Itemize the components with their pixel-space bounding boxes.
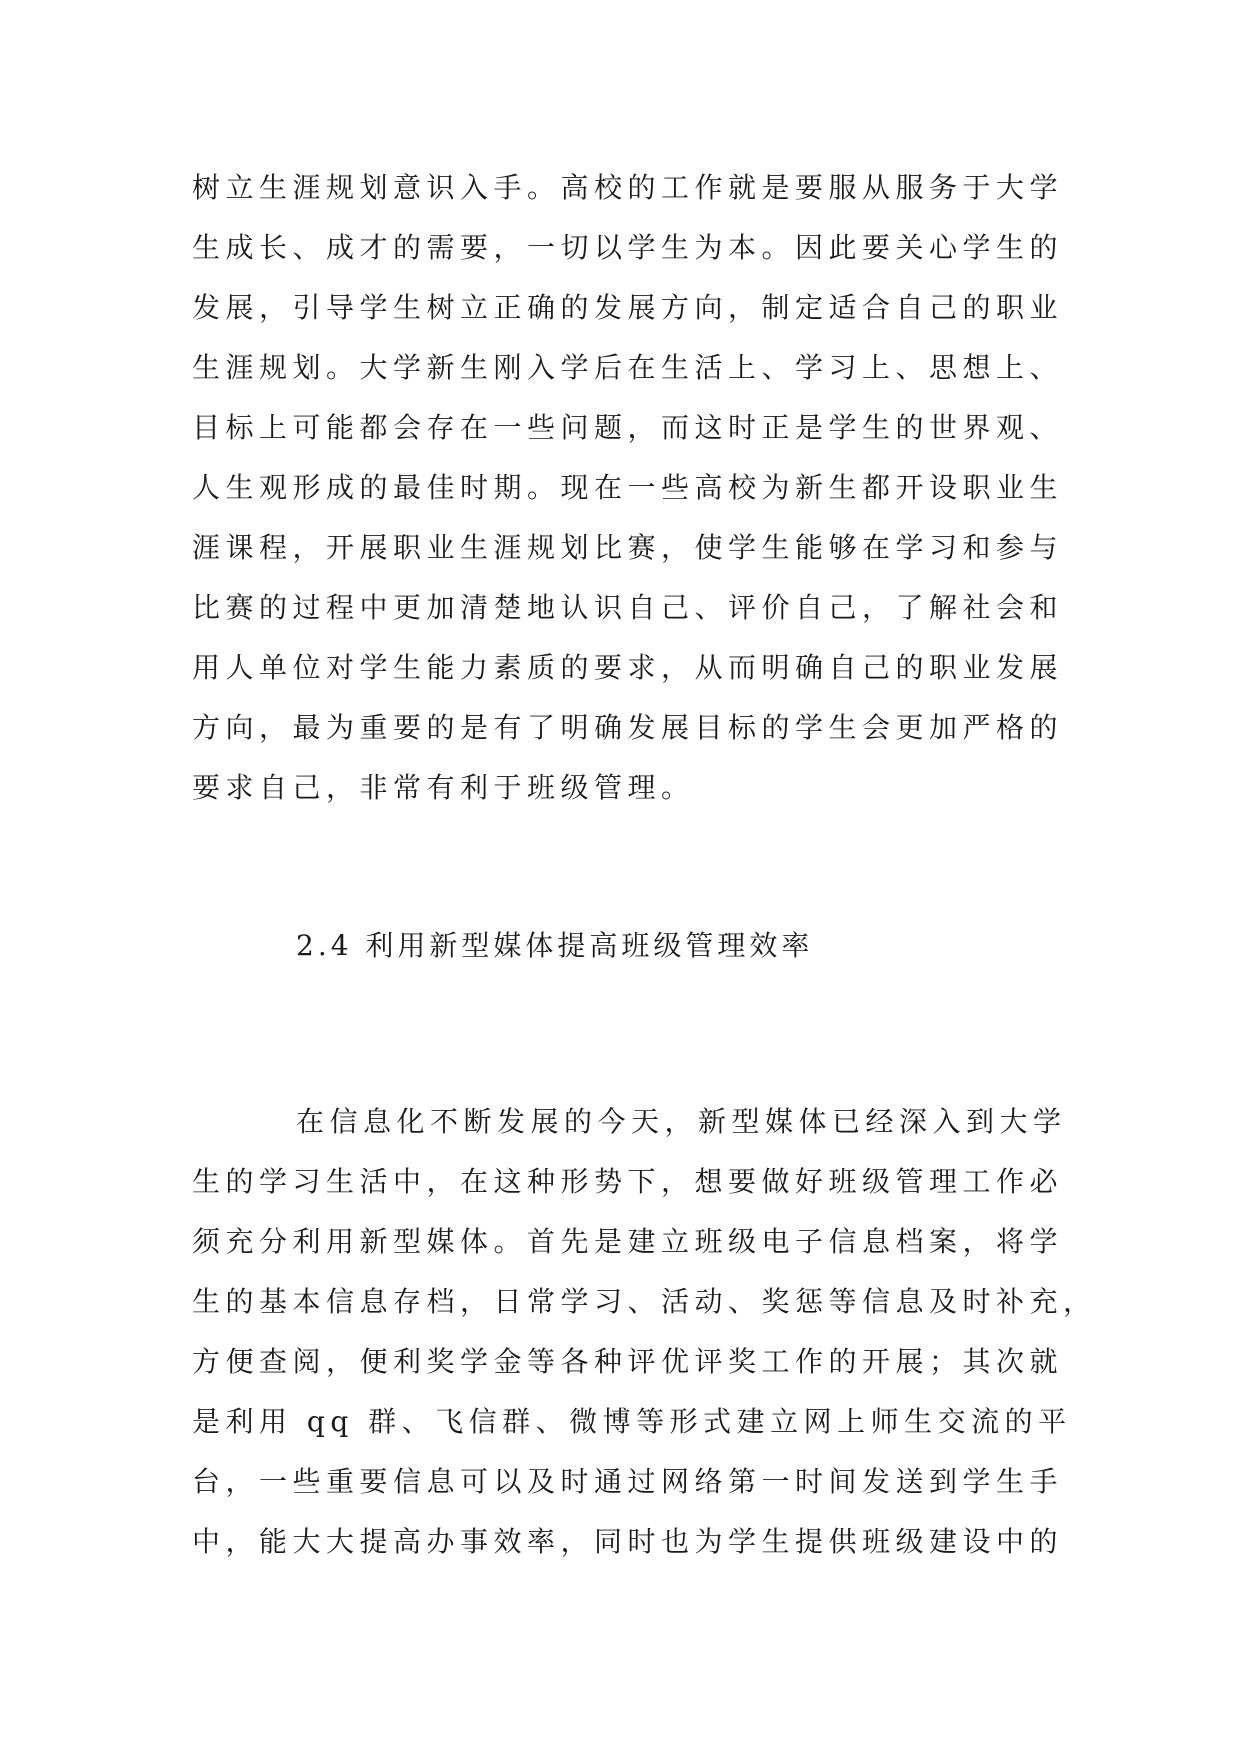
text-line: 台，一些重要信息可以及时通过网络第一时间发送到学生手: [192, 1465, 1064, 1498]
text-line: 发展，引导学生树立正确的发展方向，制定适合自己的职业: [192, 291, 1064, 324]
text-line: 生成长、成才的需要，一切以学生为本。因此要关心学生的: [192, 231, 1064, 264]
text-line: 中，能大大提高办事效率，同时也为学生提供班级建设中的: [192, 1525, 1064, 1558]
paragraph-new-media: [192, 1092, 1097, 1572]
text-line: 方便查阅，便利奖学金等各种评优评奖工作的开展；其次就: [192, 1345, 1064, 1378]
text-line: 目标上可能都会存在一些问题，而这时正是学生的世界观、: [192, 411, 1064, 444]
text-line: 要求自己，非常有利于班级管理。: [192, 771, 695, 804]
text-line: 比赛的过程中更加清楚地认识自己、评价自己，了解社会和: [192, 591, 1064, 624]
text-line: 涯课程，开展职业生涯规划比赛，使学生能够在学习和参与: [192, 531, 1064, 564]
text-line: 生的基本信息存档，日常学习、活动、奖惩等信息及时补充，: [192, 1285, 1097, 1318]
paragraph-career-planning: [192, 158, 1064, 818]
text-line: 生涯规划。大学新生刚入学后在生活上、学习上、思想上、: [192, 351, 1064, 384]
text-line: 用人单位对学生能力素质的要求，从而明确自己的职业发展: [192, 651, 1064, 684]
text-line: 生的学习生活中，在这种形势下，想要做好班级管理工作必: [192, 1165, 1064, 1198]
text-line: 是利用 qq 群、飞信群、微博等形式建立网上师生交流的平: [192, 1405, 1072, 1438]
text-line: 须充分利用新型媒体。首先是建立班级电子信息档案，将学: [192, 1225, 1064, 1258]
text-line: 在信息化不断发展的今天，新型媒体已经深入到大学: [296, 1105, 1067, 1138]
text-line: 树立生涯规划意识入手。高校的工作就是要服从服务于大学: [192, 171, 1064, 204]
text-line: 人生观形成的最佳时期。现在一些高校为新生都开设职业生: [192, 471, 1064, 504]
section-heading: 2.4 利用新型媒体提高班级管理效率: [296, 929, 814, 962]
text-line: 方向，最为重要的是有了明确发展目标的学生会更加严格的: [192, 711, 1064, 744]
